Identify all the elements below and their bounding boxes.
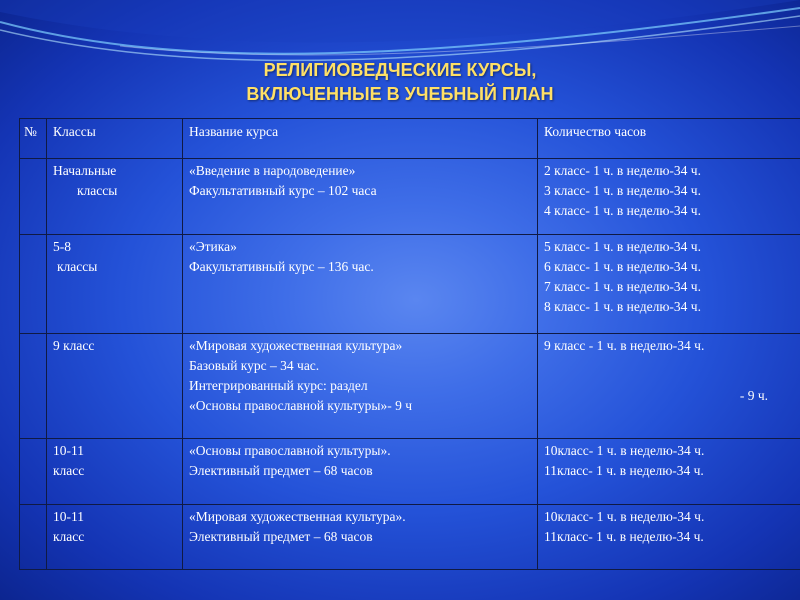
hours-cell <box>538 159 800 235</box>
table-row <box>20 159 800 235</box>
hours-line: 9 класс - 1 ч. в неделю-34 ч. <box>544 338 705 353</box>
hours-line: 4 класс- 1 ч. в неделю-34 ч. <box>544 203 701 218</box>
grade-line: 9 класс <box>53 338 95 353</box>
slide-title-line-2: ВКЛЮЧЕННЫЕ В УЧЕБНЫЙ ПЛАН <box>246 84 554 104</box>
hours-cell <box>538 505 800 570</box>
hours-line: - 9 ч. <box>739 388 768 403</box>
grade-cell <box>47 439 183 505</box>
table-header-row <box>20 119 800 159</box>
course-line: Факультативный курс – 102 часа <box>189 183 377 198</box>
row-number-cell <box>20 439 47 505</box>
course-line: «Мировая художественная культура». <box>189 509 406 524</box>
row-number-cell <box>20 235 47 334</box>
header-course-name: Название курса <box>183 119 538 159</box>
hours-cell <box>538 439 800 505</box>
row-number-cell <box>20 505 47 570</box>
grade-cell <box>47 235 183 334</box>
grade-line: 5-8 <box>53 239 71 254</box>
header-hours: Количество часов <box>538 119 800 159</box>
slide-title <box>0 58 800 106</box>
header-grades: Классы <box>47 119 183 159</box>
grade-line: класс <box>53 529 85 544</box>
course-line: «Этика» <box>189 239 237 254</box>
hours-line: 6 класс- 1 ч. в неделю-34 ч. <box>544 259 701 274</box>
courses-table <box>19 118 800 570</box>
course-line: «Введение в народоведение» <box>189 163 356 178</box>
grade-cell <box>47 334 183 439</box>
grade-cell <box>47 159 183 235</box>
course-line: Элективный предмет – 68 часов <box>189 529 373 544</box>
course-line: «Основы православной культуры»- 9 ч <box>189 398 413 413</box>
course-cell <box>183 505 538 570</box>
course-cell <box>183 159 538 235</box>
table-row <box>20 235 800 334</box>
hours-line: 11класс- 1 ч. в неделю-34 ч. <box>544 463 704 478</box>
grade-line: класс <box>53 463 85 478</box>
grade-line: Начальные <box>53 163 117 178</box>
hours-line: 2 класс- 1 ч. в неделю-34 ч. <box>544 163 701 178</box>
course-cell <box>183 235 538 334</box>
course-line: «Мировая художественная культура» <box>189 338 403 353</box>
grade-line: классы <box>57 259 98 274</box>
table-row <box>20 334 800 439</box>
course-line: «Основы православной культуры». <box>189 443 391 458</box>
header-number: № <box>20 119 47 159</box>
row-number-cell <box>20 334 47 439</box>
hours-line: 10класс- 1 ч. в неделю-34 ч. <box>544 443 705 458</box>
row-number-cell <box>20 159 47 235</box>
hours-line: 11класс- 1 ч. в неделю-34 ч. <box>544 529 704 544</box>
grade-cell <box>47 505 183 570</box>
hours-line: 5 класс- 1 ч. в неделю-34 ч. <box>544 239 701 254</box>
course-cell <box>183 334 538 439</box>
hours-line: 3 класс- 1 ч. в неделю-34 ч. <box>544 183 701 198</box>
grade-line: 10-11 <box>53 443 84 458</box>
hours-cell <box>538 334 800 439</box>
course-cell <box>183 439 538 505</box>
table-row <box>20 505 800 570</box>
course-line: Базовый курс – 34 час. <box>189 358 320 373</box>
hours-cell <box>538 235 800 334</box>
course-line: Элективный предмет – 68 часов <box>189 463 373 478</box>
grade-line: классы <box>77 183 118 198</box>
course-line: Интегрированный курс: раздел <box>189 378 368 393</box>
course-line: Факультативный курс – 136 час. <box>189 259 374 274</box>
table-row <box>20 439 800 505</box>
slide-title-line-1: РЕЛИГИОВЕДЧЕСКИЕ КУРСЫ, <box>263 60 537 80</box>
hours-line: 8 класс- 1 ч. в неделю-34 ч. <box>544 299 701 314</box>
grade-line: 10-11 <box>53 509 84 524</box>
hours-line: 10класс- 1 ч. в неделю-34 ч. <box>544 509 705 524</box>
hours-line: 7 класс- 1 ч. в неделю-34 ч. <box>544 279 701 294</box>
